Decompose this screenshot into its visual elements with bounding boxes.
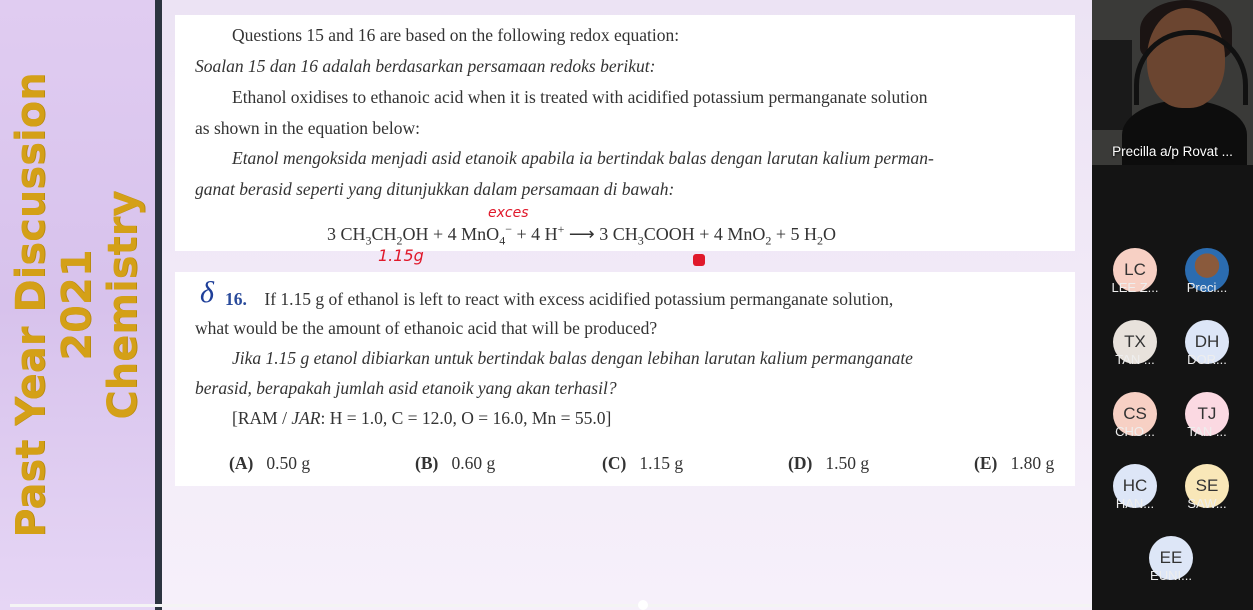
slide-title-sidebar — [0, 0, 155, 610]
participant-name: TAN ... — [1187, 424, 1227, 439]
slide-title-line2: 2021 — [54, 249, 100, 361]
participant-avatar: TJ — [1185, 392, 1229, 436]
question-english-2: what would be the amount of ethanoic acid that will be produced? — [195, 318, 658, 338]
active-speaker-video[interactable] — [1092, 0, 1253, 165]
participant-tile[interactable] — [1172, 320, 1242, 367]
participant-name: EUNI... — [1150, 568, 1192, 583]
participant-tile[interactable] — [1100, 320, 1170, 367]
option-a: (A) 0.50 g — [229, 453, 311, 473]
participant-avatar: CS — [1113, 392, 1157, 436]
option-d: (D) 1.50 g — [788, 453, 870, 473]
playback-progress-handle[interactable] — [638, 600, 648, 610]
pointer-dot — [693, 254, 705, 266]
participant-tile[interactable] — [1172, 464, 1242, 511]
option-e: (E) 1.80 g — [974, 453, 1055, 473]
context-malay-2: ganat berasid seperti yang ditunjukkan dalam persamaan di bawah: — [195, 179, 675, 199]
participant-tile[interactable] — [1136, 536, 1206, 583]
participant-name: Preci... — [1186, 280, 1228, 295]
playback-progress-bar[interactable] — [10, 604, 1092, 607]
ram-values: [RAM / JAR: H = 1.0, C = 12.0, O = 16.0, Mn = 55.0] — [232, 408, 612, 428]
option-c: (C) 1.15 g — [602, 453, 684, 473]
context-english-1: Ethanol oxidises to ethanoic acid when it is treated with acidified potassium permanganate solution — [232, 87, 928, 107]
option-b: (B) 0.60 g — [415, 453, 496, 473]
annotation-delta: δ — [200, 276, 214, 309]
annotation-excess: exces — [488, 205, 529, 221]
participant-tile[interactable] — [1100, 464, 1170, 511]
participant-avatar: SE — [1185, 464, 1229, 508]
participant-avatar: DH — [1185, 320, 1229, 364]
slide-title-line1: Past Year Discussion — [8, 72, 54, 538]
question-english-1: 16. If 1.15 g of ethanol is left to react with excess acidified potassium permanganate solution, — [225, 289, 894, 309]
shared-slide — [162, 0, 1092, 610]
annotation-mass: 1.15g — [378, 246, 424, 265]
participant-avatar: LC — [1113, 248, 1157, 292]
participant-name: SAW... — [1187, 496, 1227, 511]
intro-english: Questions 15 and 16 are based on the following redox equation: — [232, 25, 680, 45]
context-english-2: as shown in the equation below: — [195, 118, 421, 138]
slide-title — [8, 72, 146, 537]
participant-avatar: HC — [1113, 464, 1157, 508]
participant-name: CHO... — [1115, 424, 1155, 439]
participant-tile[interactable] — [1100, 248, 1170, 295]
question-malay-2: berasid, berapakah jumlah asid etanoik yang akan terhasil? — [195, 378, 617, 398]
participant-avatar: EE — [1149, 536, 1193, 580]
participant-name: DOR... — [1187, 352, 1227, 367]
participant-avatar: TX — [1113, 320, 1157, 364]
participant-name: TAN ... — [1115, 352, 1155, 367]
slide-divider — [155, 0, 162, 610]
participant-tile[interactable] — [1172, 248, 1242, 295]
participant-panel — [1092, 0, 1253, 610]
participant-name: LEE Z... — [1111, 280, 1159, 295]
participant-tile[interactable] — [1172, 392, 1242, 439]
question-malay-1: Jika 1.15 g etanol dibiarkan untuk bertindak balas dengan lebihan larutan kalium permanganate — [232, 348, 913, 368]
redox-equation: 3 $CH_3CH_2OH + 4$ MnO$_4$− + 4 H+ ⟶ 3 $CH_3COOH + 4$ MnO$_2$ + 5 $H_2O$ — [327, 222, 837, 248]
question-number: 16. — [225, 289, 247, 309]
context-malay-1: Etanol mengoksida menjadi asid etanoik apabila ia bertindak balas dengan larutan kalium perman- — [232, 148, 934, 168]
participant-tile[interactable] — [1100, 392, 1170, 439]
active-speaker-name: Precilla a/p Rovat ... — [1112, 144, 1233, 159]
redox-info-card — [175, 15, 1075, 251]
slide-title-line3: Chemistry — [100, 190, 146, 420]
participant-name: HAN... — [1115, 496, 1155, 511]
intro-malay: Soalan 15 dan 16 adalah berdasarkan persamaan redoks berikut: — [195, 56, 656, 76]
